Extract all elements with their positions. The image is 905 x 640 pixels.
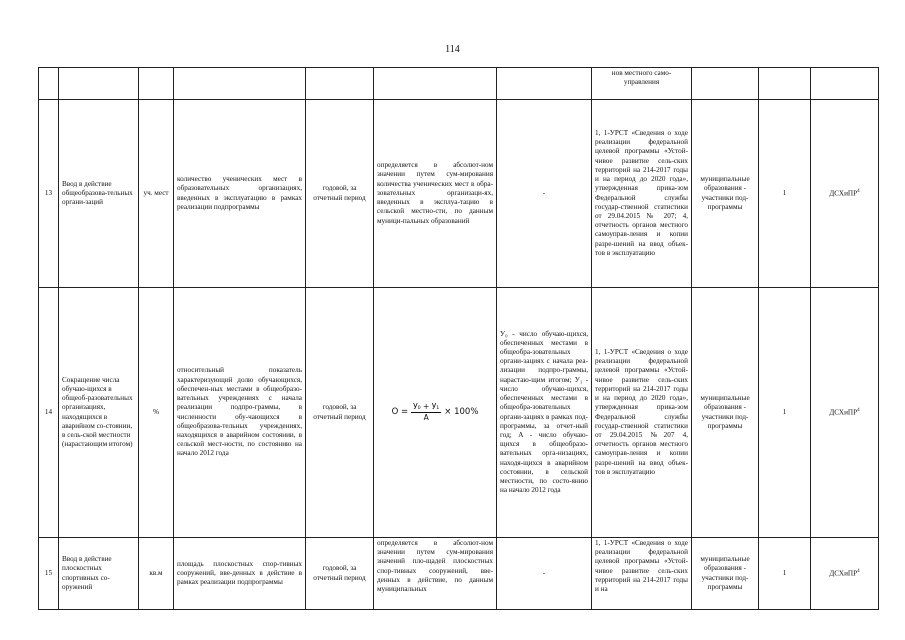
agency-cell — [811, 538, 879, 610]
table-row — [39, 68, 879, 100]
method-cell: определяется в абсолют-ном значении путем сум-мирования количества ученических мест в обра-зовательных организаци-ях, введенных в эксплуа-тацию в сельской местно-сти, по данным муници-пальных образований — [374, 100, 497, 288]
agency-label: ДСХиПР — [829, 408, 858, 417]
indicators-table — [38, 67, 879, 610]
agency-cell — [811, 288, 879, 538]
formula-fraction — [411, 402, 441, 422]
code-cell: 1 — [759, 288, 811, 538]
indicator-name: Сокращение числа обучаю-щихся в общеоб-разовательных организациях, находящихся в аварийном со-стоянии, в сель-ской местности (нарастающим итогом) — [59, 288, 139, 538]
formula-lhs: O = — [391, 407, 409, 418]
indicator-name: Ввод в действие плоскостных спортивных со-оружений — [59, 538, 139, 610]
definition-cell: площадь плоскостных спор-тивных сооружений, вве-денных в действие в рамках реализации подпрограммы — [174, 538, 306, 610]
table-row — [39, 288, 879, 538]
unit-cell: % — [139, 288, 174, 538]
agency-label: ДСХиПР — [829, 569, 858, 578]
definition-cell: количество ученических мест в образовательных организациях, введенных в эксплуатацию в рамках реализации подпрограммы — [174, 100, 306, 288]
basic-indicators-cell: - — [497, 100, 592, 288]
page-number: 114 — [445, 44, 460, 55]
unit-cell: кв.м — [139, 538, 174, 610]
row-number: 14 — [39, 288, 59, 538]
basic-indicators-cell: - — [497, 538, 592, 610]
source-continuation: нов местного само-управления — [592, 68, 692, 100]
agency-footnote: 4 — [857, 568, 860, 574]
basic-indicators-cell: У₀ - число обучаю-щихся, обеспеченных местами в общеобра-зовательных органи-зациях с начала реа-лизации подпро-граммы, нарастаю-щим итогом; У₁ - число обучаю-щихся, обеспеченных местами в общеобра-зовательных органи-зациях в рамках под-программы, за отчет-ный год; А - число обучаю-щихся в общеобразо-вательных орга-низациях, находя-щихся в аварийном состоянии, в сельской местности, по состо-янию на начало 2012 года — [497, 288, 592, 538]
method-cell: определяется в абсолют-ном значении путем сум-мирования значений пло-щадей плоскостных спор-тивных сооружений, вве-денных в действие, по данным муниципальных — [374, 538, 497, 610]
definition-cell: относительный показатель характеризующий долю обучающихся, обеспечен-ных местами в общеобразо-вательных учреждениях с начала реализации подпро-граммы, в численности обу-чающихся в общеобразова-тельных учреждениях, находящихся в аварийном состоянии, в сельской мест-ности, по состоянию на начало 2012 года — [174, 288, 306, 538]
table-row — [39, 538, 879, 610]
formula-numerator: У₀ + У₁ — [413, 402, 440, 412]
agency-cell — [811, 100, 879, 288]
unit-cell: уч. мест — [139, 100, 174, 288]
source-cell: 1, 1-УРСТ «Сведения о ходе реализации федеральной целевой программы «Устой-чивое развитие сель-ских территорий на 214-2017 годы и на период до 2020 года», утвержденная прика-зом Федеральной службы государ-ственной статистики от 29.04.2015 №207 4, отчетность органов местного самоуправ-ления и копии разре-шений на ввод объек-тов в эксплуатацию — [592, 288, 692, 538]
responsible-cell: муниципальные образования - участники под-программы — [692, 100, 759, 288]
formula-denominator: А — [423, 413, 429, 422]
formula-cell — [374, 288, 497, 538]
row-number: 13 — [39, 100, 59, 288]
periodicity-cell: годовой, за отчетный период — [306, 100, 374, 288]
agency-footnote: 4 — [857, 407, 860, 413]
source-cell: 1, 1-УРСТ «Сведения о ходе реализации федеральной целевой программы «Устой-чивое развитие сель-ских территорий на 214-2017 годы и на период до 2020 года», утвержденная прика-зом Федеральной службы государ-ственной статистики от 29.04.2015 № 207; 4, отчетность органов местного самоуправ-ления и копии разре-шений на ввод объек-тов в эксплуатацию — [592, 100, 692, 288]
code-cell: 1 — [759, 100, 811, 288]
formula — [377, 402, 493, 422]
agency-footnote: 4 — [857, 188, 860, 194]
formula-rhs: × 100% — [444, 407, 479, 418]
table-row — [39, 100, 879, 288]
indicator-name: Ввод в действие общеобразова-тельных органи-заций — [59, 100, 139, 288]
agency-label: ДСХиПР — [829, 189, 858, 198]
responsible-cell: муниципальные образования - участники под-программы — [692, 538, 759, 610]
responsible-cell: муниципальные образования - участники под-программы — [692, 288, 759, 538]
code-cell: 1 — [759, 538, 811, 610]
periodicity-cell: годовой, за отчетный период — [306, 288, 374, 538]
periodicity-cell: годовой, за отчетный период — [306, 538, 374, 610]
source-cell: 1, 1-УРСТ «Сведения о ходе реализации федеральной целевой программы «Устой-чивое развитие сель-ских территорий на 214-2017 годы и на — [592, 538, 692, 610]
row-number: 15 — [39, 538, 59, 610]
